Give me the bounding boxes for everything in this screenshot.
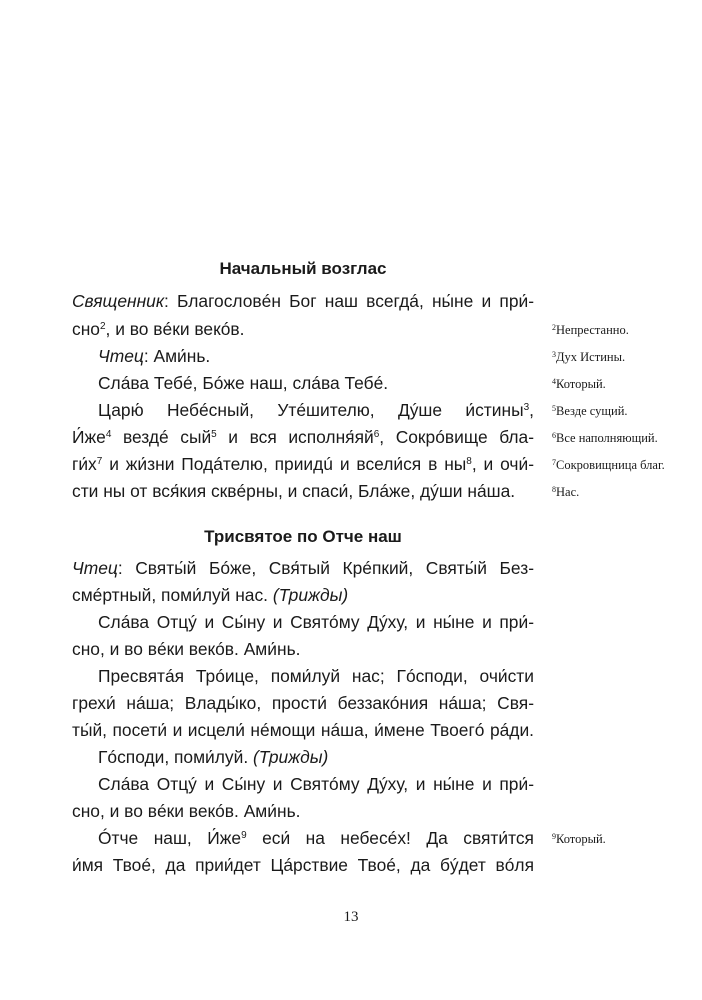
text-line: Пресвятáя Трóице, поми́луй нас; Гóсподи, очи́сти <box>98 666 534 686</box>
text-line: сно, и во вéки векóв. Ами́нь. <box>72 639 301 659</box>
note-number: 4 <box>552 377 556 386</box>
note-number: 8 <box>552 485 556 494</box>
speaker-label: Священник <box>72 291 165 311</box>
line-text: ги́х <box>72 454 97 474</box>
line-text: : Святы́й Бóже, Свя́тый Крéпкий, Святы́й Без- <box>117 558 534 578</box>
line-text: Óтче наш, И́же <box>98 828 242 848</box>
note-number: 7 <box>552 458 556 467</box>
note-text: Дух Истины. <box>556 350 626 364</box>
line-text: , и очи́- <box>471 454 534 474</box>
line-text: : Благословéн Бог наш всегдá, ны́не и при́- <box>164 291 534 311</box>
margin-note <box>552 403 628 419</box>
text-line: Царю́ Небéсный, Утéшителю, Дýше и́стины$^3$, <box>98 400 534 420</box>
text-line <box>72 557 534 579</box>
rubric-thrice: (Трижды) <box>272 585 349 605</box>
footnote-ref: 5 <box>211 429 217 440</box>
line-text: и жи́зни Подáтелю, приидú и всели́ся в ны <box>102 454 467 474</box>
text-line: грехи́ нáша; Влады́ко, прости́ беззакóния нáша; Свя- <box>72 693 534 713</box>
note-number: 5 <box>552 404 556 413</box>
note-text: Непрестанно. <box>556 323 629 337</box>
footnote-ref: 8 <box>466 456 472 467</box>
margin-note <box>552 349 625 365</box>
footnote-ref: 2 <box>99 321 106 332</box>
text-line <box>72 426 534 448</box>
line-text: И́же <box>72 427 106 447</box>
note-number: 3 <box>552 350 556 359</box>
text-line: сно, и во вéки векóв. Ами́нь. <box>72 801 301 821</box>
line-text: : Ами́нь. <box>143 346 211 366</box>
line-text: , и во вéки векóв. <box>105 319 245 339</box>
line-text: сно <box>72 319 100 339</box>
text-line: Слáва Отцý и Сы́ну и Святóму Дýху, и ны́не и при́- <box>98 774 534 794</box>
footnote-ref: 4 <box>105 429 112 440</box>
footnote-ref: 6 <box>373 429 380 440</box>
rubric-thrice: (Трижды) <box>253 747 329 767</box>
footnote-ref: 3 <box>523 402 530 413</box>
page-number: 13 <box>343 909 359 925</box>
margin-note <box>552 376 606 392</box>
note-text: Который. <box>556 377 606 391</box>
text-line <box>72 318 534 340</box>
note-text: Который. <box>556 832 606 846</box>
margin-note <box>552 457 665 473</box>
note-number: 2 <box>552 323 556 332</box>
text-line: и́мя Твоé, да прии́дет Цáрствие Твоé, да бýдет вóля <box>72 855 534 875</box>
text-line: Слáва Тебé, Бóже наш, слáва Тебé. <box>98 373 389 393</box>
line-text: , Сокрóвище бла- <box>379 427 534 447</box>
note-number: 6 <box>552 431 556 440</box>
line-text: Царю́ Небéсный, Утéшителю, Дýше и́стины <box>98 400 524 420</box>
speaker-label: Чтец <box>72 558 118 578</box>
line-text: и вся исполня́яй <box>216 427 374 447</box>
margin-note <box>552 430 658 446</box>
text-line: сти ны от вся́кия сквéрны, и спаси́, Блáже, дýши нáша. <box>72 481 516 501</box>
text-line <box>98 345 534 367</box>
text-line <box>72 584 534 606</box>
footnote-ref: 9 <box>241 830 247 841</box>
text-line <box>98 746 534 768</box>
margin-note <box>552 322 629 338</box>
line-text: еси́ на небесéх! Да святи́тся <box>246 828 534 848</box>
line-text: Гóсподи, поми́луй. <box>98 747 253 767</box>
text-line <box>98 827 534 849</box>
text-line: ты́й, посети́ и исцели́ нéмощи нáша, и́мене Твоегó рáди. <box>72 720 534 740</box>
note-text: Везде сущий. <box>556 404 628 418</box>
speaker-label: Чтец <box>98 346 144 366</box>
margin-note <box>552 831 606 847</box>
note-text: Нас. <box>556 485 580 499</box>
note-text: Сокровищница благ. <box>556 458 665 472</box>
footnote-ref: 7 <box>96 456 103 467</box>
line-text: вездé сый <box>111 427 212 447</box>
text-line: Слáва Отцý и Сы́ну и Святóму Дýху, и ны́не и при́- <box>98 612 534 632</box>
note-number: 9 <box>552 832 556 841</box>
section-heading-opening: Начальный возглас <box>219 259 387 278</box>
text-line <box>72 290 534 312</box>
line-text: смéртный, поми́луй нас. <box>72 585 273 605</box>
margin-note <box>552 484 579 500</box>
section-heading-trisagion: Трисвятое по Отче наш <box>204 527 402 546</box>
text-line <box>72 453 534 475</box>
note-text: Все наполняющий. <box>556 431 658 445</box>
